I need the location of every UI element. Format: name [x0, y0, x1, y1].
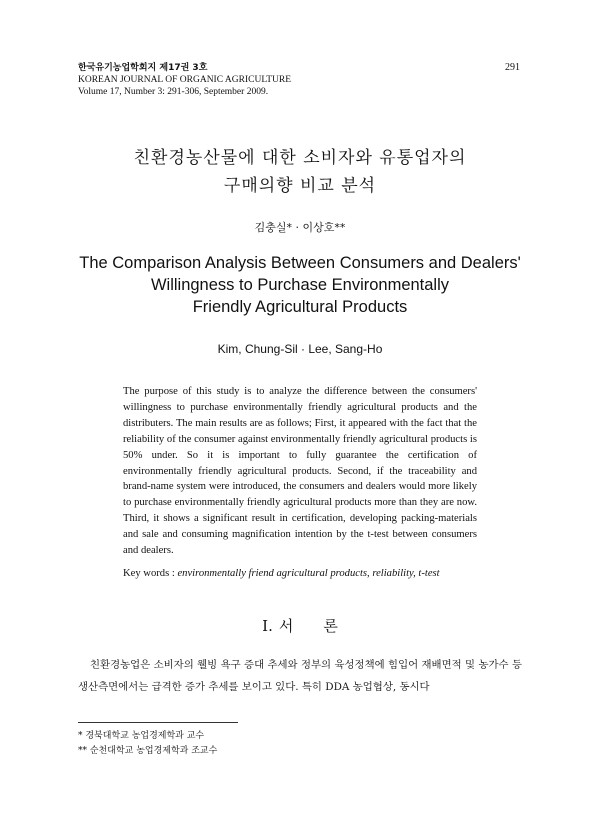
page-number: 291 — [505, 62, 520, 73]
journal-name-english: KOREAN JOURNAL OF ORGANIC AGRICULTURE — [78, 75, 292, 85]
intro-paragraph: 친환경농업은 소비자의 웰빙 욕구 증대 추세와 정부의 육성정책에 힘입어 재배면적 및 농가수 등 생산측면에서는 급격한 증가 추세를 보이고 있다. 특히 DDA 농업협상, 동시다 — [78, 659, 522, 693]
english-title-line-2: Willingness to Purchase Environmentally — [150, 276, 450, 294]
journal-header — [78, 62, 291, 98]
footnote-1: * 경북대학교 농업경제학과 교수 — [78, 731, 205, 741]
english-authors: Kim, Chung-Sil · Lee, Sang-Ho — [217, 342, 383, 356]
section-title-part-1: 서 — [278, 617, 294, 635]
volume-info: Volume 17, Number 3: 291-306, September 2009. — [78, 87, 269, 97]
keywords — [123, 568, 477, 579]
section-number: I. — [262, 617, 273, 635]
english-title — [0, 252, 600, 318]
section-heading-introduction — [0, 615, 600, 636]
journal-name-korean: 한국유기농업학회지 제17권 3호 — [78, 63, 208, 73]
korean-title — [0, 144, 600, 200]
korean-title-line-2: 구매의향 비교 분석 — [223, 176, 377, 196]
korean-title-line-1: 친환경농산물에 대한 소비자와 유통업자의 — [133, 148, 467, 168]
abstract: The purpose of this study is to analyze the difference between the consumers' willingness to purchase environmentally friendly agricultural products and the distributers. The main results are as follows; First, it appeared with the fact that the reliability of the consumer against environmentally friendly agricultural products is 50% under. So it is important to fully guarantee the certification of environmentally friendly agricultural products. Second, if the traceability and brand-name system were introduced, the consumers and dealers would more likely to purchase environmentally friendly agricultural products more than they are now. Third, it shows a significant result in certification, developing packing-materials and sale and consuming magnification intention by the t-test between consumers and dealers. — [123, 386, 477, 557]
section-title-part-2: 론 — [323, 617, 338, 635]
english-title-line-3: Friendly Agricultural Products — [192, 298, 408, 316]
english-title-line-1: The Comparison Analysis Between Consumers and Dealers' — [79, 254, 521, 272]
footnote-divider — [78, 722, 238, 723]
keywords-label: Key words : — [123, 568, 175, 579]
footnote-2: ** 순천대학교 농업경제학과 조교수 — [78, 746, 218, 756]
keywords-value: environmentally friend agricultural products, reliability, t-test — [177, 568, 440, 579]
korean-authors: 김충실* · 이상호** — [254, 221, 346, 234]
